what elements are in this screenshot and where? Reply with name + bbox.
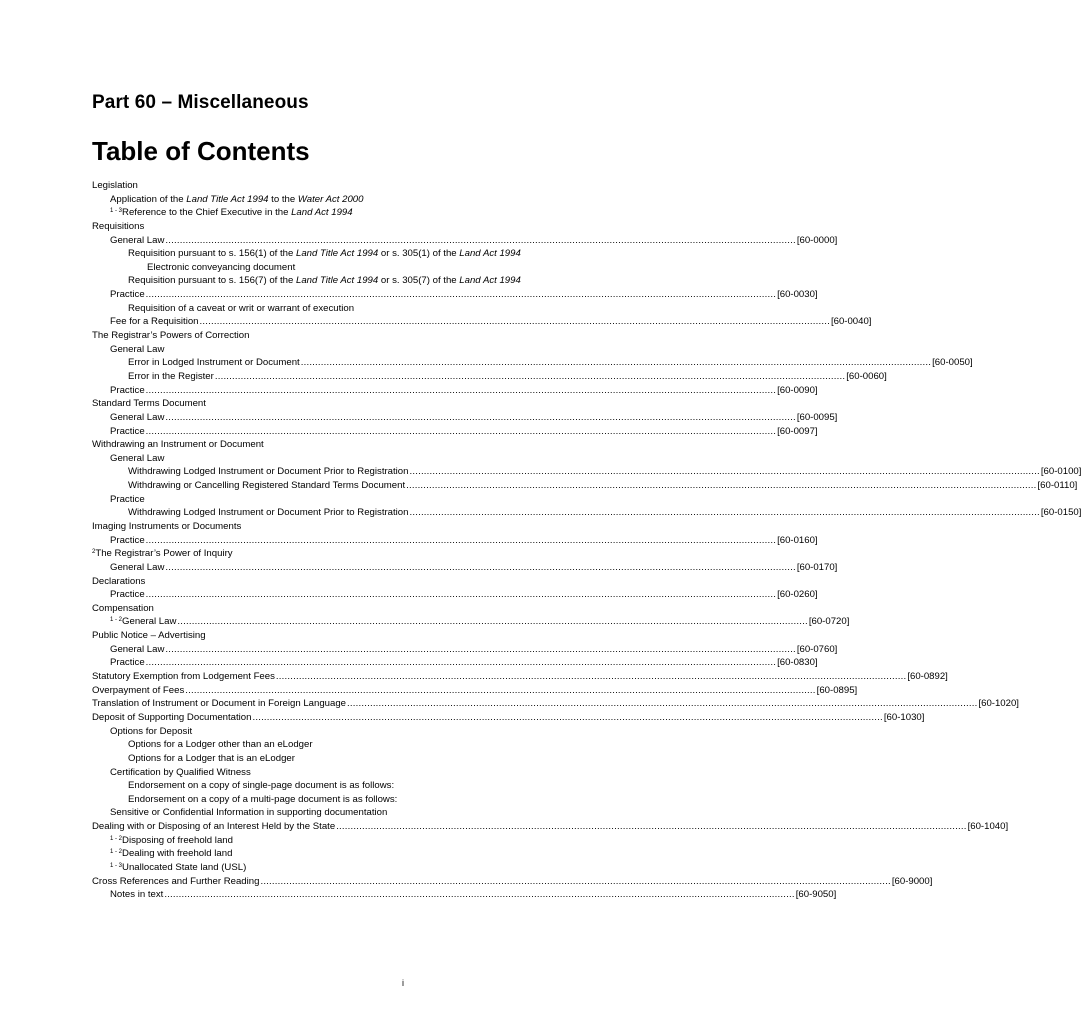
toc-entry-reference: [60-0892] — [907, 671, 948, 683]
toc-entry-act-name: Land Title Act 1994 — [296, 275, 379, 287]
toc-entry-text: The Registrar’s Powers of Correction — [92, 330, 250, 342]
toc-entry-reference: [60-1020] — [978, 698, 1019, 710]
toc-entry[interactable] — [92, 425, 818, 439]
toc-entry-text: Imaging Instruments or Documents — [92, 521, 242, 532]
toc-entry-title — [128, 479, 405, 493]
toc-entry[interactable] — [92, 561, 838, 575]
toc-entry[interactable] — [92, 656, 818, 670]
toc-entry-superscript: 1 - 3 — [110, 863, 123, 870]
toc-entry-text: Translation of Instrument or Document in Foreign Language — [92, 698, 347, 710]
toc-entry-title — [128, 738, 313, 752]
toc-entry-reference: [60-1040] — [967, 821, 1009, 833]
toc-entry[interactable] — [92, 356, 973, 370]
toc-entry-reference: [60-1030] — [883, 711, 925, 723]
toc-entry-reference: [60-0097] — [777, 425, 818, 437]
toc-entry-text: Options for a Lodger that is an eLodger — [128, 752, 295, 764]
toc-leader-dots: ............................................................................................................................................................................................................................ — [177, 616, 808, 628]
toc-entry[interactable] — [92, 274, 613, 288]
toc-entry-text: Withdrawing Lodged Instrument or Document Prior to Registration — [128, 507, 409, 519]
toc-entry-text: Application of the — [110, 193, 187, 205]
toc-entry-superscript: 2 — [92, 549, 96, 556]
toc-entry-superscript: 1 - 2 — [110, 835, 123, 842]
toc-entry[interactable] — [92, 329, 613, 343]
toc-entry[interactable] — [92, 602, 613, 616]
toc-entry-title — [110, 288, 145, 302]
toc-leader-dots: ............................................................................................................................................................................................................................ — [214, 370, 846, 382]
toc-entry[interactable] — [92, 820, 1009, 834]
toc-entry-text: Sensitive or Confidential Information in supporting documentation — [110, 807, 388, 819]
toc-entry-text: Compensation — [92, 602, 154, 614]
toc-entry-text: Practice — [110, 534, 145, 546]
toc-entry-text: Fee for a Requisition — [110, 316, 199, 328]
toc-entry[interactable] — [92, 629, 613, 643]
toc-entry-text: Public Notice – Advertising — [92, 630, 206, 642]
toc-entry-title — [110, 206, 353, 220]
toc-entry-text: or s. 305(1) of the — [378, 248, 460, 260]
toc-entry[interactable] — [92, 616, 850, 630]
toc-entry-title — [110, 766, 251, 780]
toc-entry-text: Standard Terms Document — [92, 398, 206, 410]
toc-entry-title — [92, 629, 206, 643]
toc-entry-title — [128, 779, 394, 793]
toc-entry-text: Withdrawing an Instrument or Document — [92, 439, 264, 451]
toc-entry-title — [110, 888, 163, 902]
toc-entry[interactable] — [92, 806, 613, 820]
toc-entry[interactable] — [92, 834, 613, 848]
toc-entry[interactable] — [92, 520, 613, 534]
toc-entry-title — [128, 302, 354, 316]
toc-entry-superscript: 1 - 2 — [110, 849, 123, 856]
toc-entry[interactable] — [92, 343, 613, 357]
toc-entry-text: General Law — [122, 616, 177, 628]
toc-entry[interactable] — [92, 288, 818, 302]
toc-entry[interactable] — [92, 547, 613, 561]
toc-leader-dots: ............................................................................................................................................................................................................................ — [252, 711, 883, 723]
toc-entry-title — [110, 384, 145, 398]
toc-entry-text: Electronic conveyancing document — [147, 261, 296, 273]
toc-leader-dots: ............................................................................................................................................................................................................................ — [145, 289, 777, 301]
toc-entry-text: or s. 305(7) of the — [378, 275, 460, 287]
toc-entry-title — [110, 561, 164, 575]
toc-entry[interactable] — [92, 506, 1081, 520]
toc-entry-reference: [60-0160] — [777, 534, 818, 546]
toc-leader-dots: ............................................................................................................................................................................................................................ — [165, 561, 796, 573]
toc-entry[interactable] — [92, 861, 613, 875]
toc-entry-act-name: Land Title Act 1994 — [296, 248, 379, 260]
toc-entry-text: Withdrawing or Cancelling Registered Standard Terms Document — [128, 480, 406, 492]
toc-entry-text: Error in the Register — [128, 370, 214, 382]
toc-entry[interactable] — [92, 847, 613, 861]
toc-entry-title — [92, 547, 233, 561]
toc-entry-text: The Registrar’s Power of Inquiry — [95, 548, 233, 560]
toc-entry-title — [147, 261, 295, 275]
toc-entry-text: Practice — [110, 657, 145, 669]
toc-leader-dots: ............................................................................................................................................................................................................................ — [165, 234, 796, 246]
toc-entry-reference: [60-0830] — [777, 657, 818, 669]
toc-leader-dots: ............................................................................................................................................................................................................................ — [165, 643, 796, 655]
toc-entry-reference: [60-0060] — [846, 370, 887, 382]
toc-entry[interactable] — [92, 575, 613, 589]
toc-entry[interactable] — [92, 684, 858, 698]
toc-entry[interactable] — [92, 247, 613, 261]
toc-entry-title — [110, 588, 145, 602]
toc-entry-title — [110, 493, 145, 507]
toc-entry-text: General Law — [110, 643, 165, 655]
toc-entry[interactable] — [92, 384, 818, 398]
toc-entry-reference: [60-0110] — [1037, 480, 1078, 492]
toc-entry-title — [128, 356, 300, 370]
toc-entry-text: Declarations — [92, 575, 146, 587]
toc-entry-text: Reference to the Chief Executive in the — [122, 207, 292, 219]
table-of-contents — [92, 179, 1081, 902]
toc-entry-text: Requisition pursuant to s. 156(7) of the — [128, 275, 296, 287]
toc-entry-text: to the — [268, 193, 298, 205]
toc-entry[interactable] — [92, 206, 613, 220]
toc-entry[interactable] — [92, 411, 838, 425]
toc-entry-title — [128, 752, 295, 766]
toc-entry[interactable] — [92, 670, 948, 684]
page-number: i — [402, 978, 404, 988]
toc-leader-dots: ............................................................................................................................................................................................................................ — [145, 589, 777, 601]
toc-entry-title — [128, 274, 521, 288]
toc-entry-act-name: Land Act 1994 — [459, 275, 521, 287]
toc-entry-text: Practice — [110, 289, 145, 301]
toc-leader-dots: ............................................................................................................................................................................................................................ — [300, 357, 932, 369]
toc-entry-title — [128, 506, 408, 520]
toc-leader-dots: ............................................................................................................................................................................................................................ — [165, 411, 796, 423]
toc-entry[interactable] — [92, 193, 613, 207]
toc-entry-title — [110, 534, 145, 548]
toc-entry-reference: [60-0170] — [796, 561, 838, 573]
toc-entry-title — [110, 425, 145, 439]
toc-entry-text: General Law — [110, 234, 165, 246]
toc-entry[interactable] — [92, 465, 1081, 479]
toc-entry-text: General Law — [110, 343, 165, 355]
toc-entry[interactable] — [92, 711, 925, 725]
toc-entry-title — [92, 602, 154, 616]
toc-entry-text: Endorsement on a copy of a multi-page document is as follows: — [128, 793, 398, 805]
toc-leader-dots: ............................................................................................................................................................................................................................ — [145, 384, 777, 396]
toc-entry[interactable] — [92, 738, 613, 752]
toc-entry-text: Deposit of Supporting Documentation — [92, 711, 252, 723]
toc-entry-reference: [60-0100] — [1040, 466, 1081, 478]
toc-entry-text: General Law — [110, 411, 165, 423]
toc-entry-reference: [60-9000] — [891, 875, 933, 887]
toc-entry-reference: [60-0030] — [777, 289, 818, 301]
toc-entry-text: General Law — [110, 561, 165, 573]
toc-entry-act-name: Water Act 2000 — [297, 193, 364, 205]
toc-entry-text: Overpayment of Fees — [92, 684, 185, 696]
toc-entry[interactable] — [92, 888, 837, 902]
toc-entry[interactable] — [92, 261, 613, 275]
toc-entry[interactable] — [92, 220, 613, 234]
toc-entry[interactable] — [92, 234, 838, 248]
toc-entry[interactable] — [92, 370, 887, 384]
toc-entry-title — [92, 697, 346, 711]
toc-entry-title — [92, 397, 206, 411]
toc-entry[interactable] — [92, 752, 613, 766]
toc-entry-text: Cross References and Further Reading — [92, 875, 260, 887]
toc-entry[interactable] — [92, 452, 613, 466]
toc-entry-title — [110, 343, 164, 357]
toc-entry-superscript: 1 - 3 — [110, 208, 123, 215]
toc-entry[interactable] — [92, 534, 818, 548]
toc-entry-act-name: Land Title Act 1994 — [186, 193, 269, 205]
toc-entry-reference: [60-0000] — [796, 234, 838, 246]
toc-entry-title — [92, 820, 335, 834]
toc-entry-text: Dealing with or Disposing of an Interest Held by the State — [92, 821, 336, 833]
toc-entry-text: Endorsement on a copy of single-page document is as follows: — [128, 780, 395, 792]
toc-entry-title — [128, 247, 521, 261]
toc-entry-title — [92, 220, 144, 234]
toc-entry-reference: [60-0040] — [830, 316, 872, 328]
toc-entry-title — [110, 656, 145, 670]
toc-leader-dots: ............................................................................................................................................................................................................................ — [164, 889, 795, 901]
toc-entry-text: Practice — [110, 425, 145, 437]
toc-entry-text: Practice — [110, 589, 145, 601]
toc-entry[interactable] — [92, 315, 872, 329]
toc-entry-text: Legislation — [92, 179, 138, 191]
toc-entry-title — [92, 438, 264, 452]
toc-entry-title — [110, 725, 192, 739]
toc-leader-dots: ............................................................................................................................................................................................................................ — [406, 480, 1037, 492]
toc-leader-dots: ............................................................................................................................................................................................................................ — [260, 875, 891, 887]
toc-entry-text: Disposing of freehold land — [122, 834, 233, 846]
toc-entry[interactable] — [92, 179, 613, 193]
toc-entry-title — [110, 315, 199, 329]
toc-entry-title — [128, 370, 214, 384]
toc-entry-title — [92, 179, 138, 193]
toc-entry-reference: [60-0895] — [816, 684, 858, 696]
toc-entry-title — [110, 806, 387, 820]
toc-entry-title — [110, 411, 164, 425]
toc-leader-dots: ............................................................................................................................................................................................................................ — [275, 671, 907, 683]
toc-entry-title — [92, 875, 259, 889]
toc-entry[interactable] — [92, 793, 613, 807]
toc-entry[interactable] — [92, 779, 613, 793]
toc-entry-reference: [60-0050] — [932, 357, 973, 369]
part-title: Part 60 – Miscellaneous — [92, 92, 309, 113]
toc-entry-reference: [60-0760] — [796, 643, 838, 655]
toc-entry[interactable] — [92, 875, 933, 889]
toc-entry-text: Requisition of a caveat or writ or warrant of execution — [128, 302, 355, 314]
toc-leader-dots: ............................................................................................................................................................................................................................ — [409, 466, 1040, 478]
toc-entry-title — [110, 861, 246, 875]
toc-entry-text: Options for Deposit — [110, 725, 193, 737]
toc-entry[interactable] — [92, 588, 818, 602]
toc-entry-text: Unallocated State land (USL) — [122, 862, 247, 874]
toc-leader-dots: ............................................................................................................................................................................................................................ — [145, 425, 777, 437]
toc-leader-dots: ............................................................................................................................................................................................................................ — [145, 534, 777, 546]
toc-entry-text: Error in Lodged Instrument or Document — [128, 357, 300, 369]
toc-entry-title — [92, 684, 184, 698]
toc-entry[interactable] — [92, 766, 613, 780]
toc-entry-reference: [60-9050] — [795, 889, 837, 901]
toc-entry-act-name: Land Act 1994 — [459, 248, 521, 260]
toc-entry-text: General Law — [110, 452, 165, 464]
toc-entry-title — [92, 670, 275, 684]
toc-entry-title — [128, 793, 397, 807]
toc-entry-title — [110, 234, 164, 248]
toc-entry-reference: [60-0095] — [796, 411, 838, 423]
toc-leader-dots: ............................................................................................................................................................................................................................ — [347, 698, 978, 710]
toc-entry[interactable] — [92, 697, 1019, 711]
toc-entry-title — [128, 465, 408, 479]
toc-entry[interactable] — [92, 493, 613, 507]
toc-entry-text: Statutory Exemption from Lodgement Fees — [92, 671, 275, 683]
toc-leader-dots: ............................................................................................................................................................................................................................ — [185, 684, 816, 696]
toc-entry-reference: [60-0260] — [777, 589, 818, 601]
toc-entry-act-name: Land Act 1994 — [291, 207, 353, 219]
toc-entry[interactable] — [92, 725, 613, 739]
toc-entry[interactable] — [92, 479, 1078, 493]
toc-leader-dots: ............................................................................................................................................................................................................................ — [199, 316, 830, 328]
toc-entry-reference: [60-0090] — [777, 384, 818, 396]
toc-entry-text: Withdrawing Lodged Instrument or Document Prior to Registration — [128, 466, 409, 478]
toc-entry-text: Dealing with freehold land — [122, 848, 233, 860]
toc-entry-title — [110, 452, 164, 466]
toc-leader-dots: ............................................................................................................................................................................................................................ — [409, 507, 1040, 519]
toc-title: Table of Contents — [92, 136, 310, 166]
toc-entry[interactable] — [92, 302, 613, 316]
toc-entry-text: Requisitions — [92, 220, 145, 232]
toc-entry-text: Notes in text — [110, 889, 164, 901]
toc-entry-text: Practice — [110, 493, 145, 505]
toc-entry[interactable] — [92, 397, 613, 411]
toc-entry-text: Certification by Qualified Witness — [110, 766, 251, 778]
toc-entry-superscript: 1 - 2 — [110, 617, 123, 624]
toc-entry-reference: [60-0720] — [808, 616, 850, 628]
toc-entry[interactable] — [92, 643, 838, 657]
toc-leader-dots: ............................................................................................................................................................................................................................ — [336, 821, 967, 833]
toc-entry-title — [110, 615, 176, 629]
toc-entry-text: Practice — [110, 384, 145, 396]
toc-entry-reference: [60-0150] — [1040, 507, 1081, 519]
toc-entry-title — [110, 847, 232, 861]
toc-entry-title — [110, 834, 233, 848]
toc-entry-text: Requisition pursuant to s. 156(1) of the — [128, 248, 296, 260]
toc-entry-title — [110, 193, 363, 207]
toc-entry-title — [110, 643, 164, 657]
toc-entry-title — [92, 520, 241, 534]
toc-leader-dots: ............................................................................................................................................................................................................................ — [145, 657, 777, 669]
toc-entry[interactable] — [92, 438, 613, 452]
toc-entry-title — [92, 329, 249, 343]
toc-entry-text: Options for a Lodger other than an eLodger — [128, 739, 313, 751]
toc-entry-title — [92, 711, 251, 725]
toc-entry-title — [92, 575, 145, 589]
